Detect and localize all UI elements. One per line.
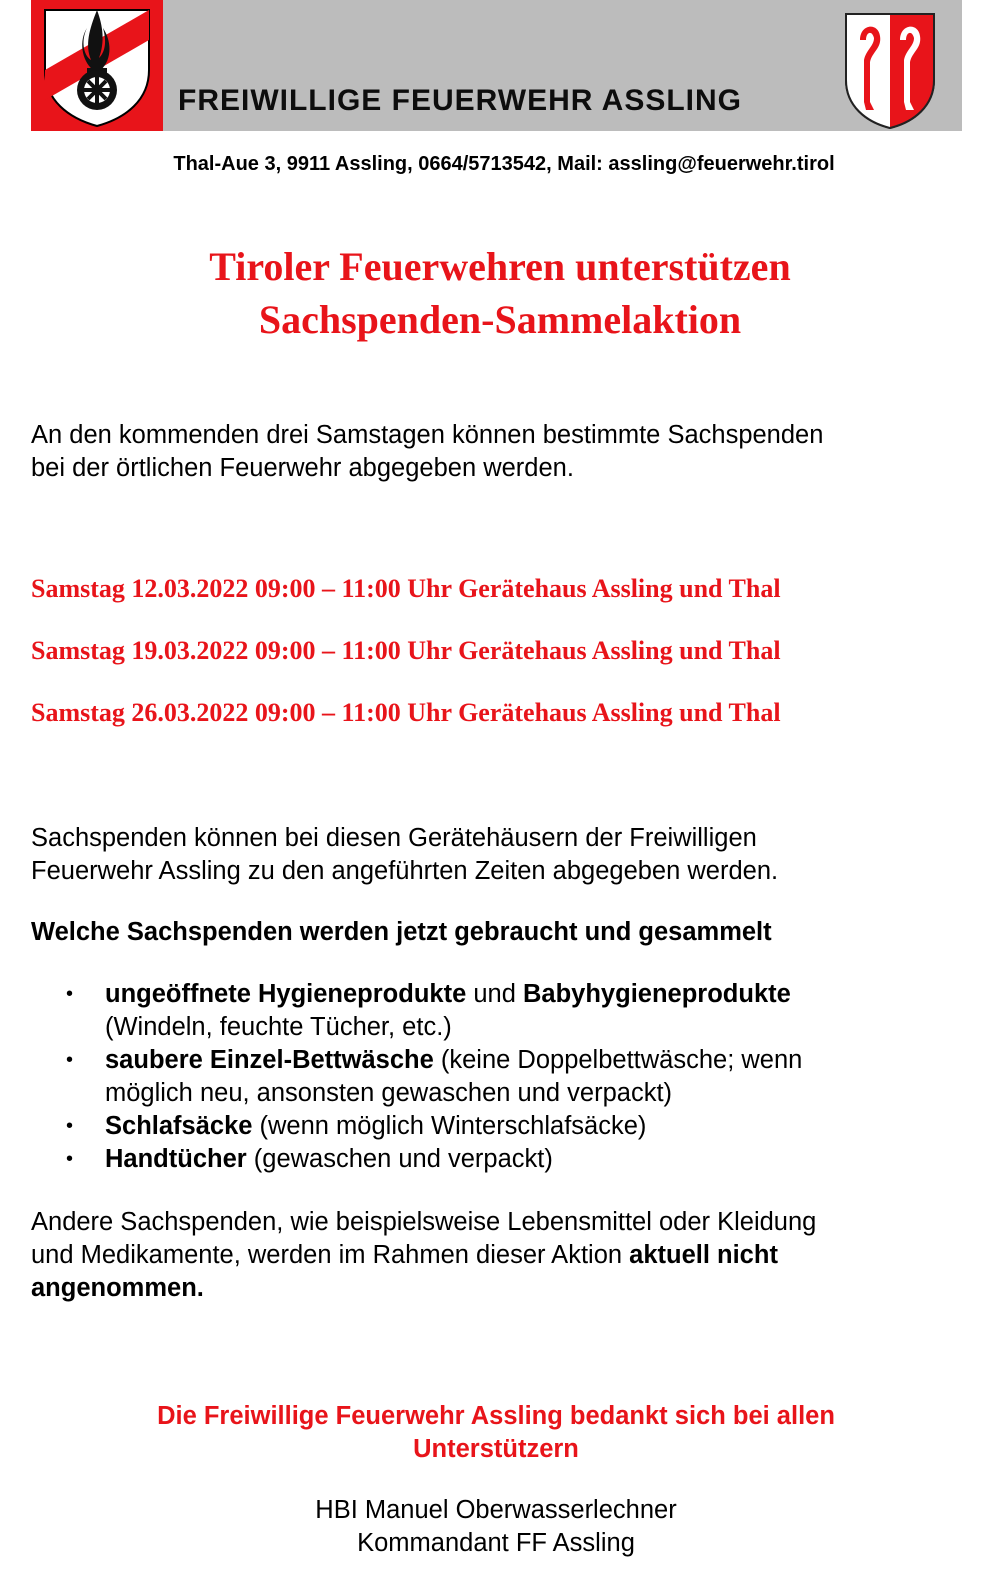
bullet-icon: • (66, 1049, 74, 1071)
item-note: (Windeln, feuchte Tücher, etc.) (105, 1013, 452, 1041)
list-heading: Welche Sachspenden werden jetzt gebraucht und gesammelt (31, 918, 772, 946)
outro-emphasis-2: angenommen. (31, 1274, 204, 1302)
item-text: und (466, 980, 523, 1008)
item-name: saubere Einzel-Bettwäsche (105, 1046, 434, 1074)
list-item (31, 978, 981, 1044)
intro-line-2: bei der örtlichen Feuerwehr abgegeben werden. (31, 454, 574, 482)
signature-name: HBI Manuel Oberwasserlechner (315, 1496, 677, 1524)
donation-items-list (31, 978, 981, 1176)
date-line-3: Samstag 26.03.2022 09:00 – 11:00 Uhr Gerätehaus Assling und Thal (31, 698, 781, 727)
item-name: Handtücher (105, 1145, 247, 1173)
item-text: (gewaschen und verpackt) (246, 1145, 553, 1173)
thanks-note (0, 1400, 992, 1466)
item-name: ungeöffnete Hygieneprodukte (105, 980, 467, 1008)
outro-emphasis: aktuell nicht (629, 1241, 778, 1269)
date-line-1: Samstag 12.03.2022 09:00 – 11:00 Uhr Gerätehaus Assling und Thal (31, 574, 781, 603)
assling-coat-of-arms-icon (842, 10, 938, 130)
info-paragraph (31, 822, 981, 888)
bullet-icon: • (66, 983, 74, 1005)
item-name: Schlafsäcke (105, 1112, 253, 1140)
signature-block (0, 1494, 992, 1560)
title-line-2: Sachspenden-Sammelaktion (258, 297, 742, 342)
thanks-line-1: Die Freiwillige Feuerwehr Assling bedankt sich bei allen (157, 1402, 835, 1430)
item-name-2: Babyhygieneprodukte (523, 980, 791, 1008)
intro-line-1: An den kommenden drei Samstagen können bestimmte Sachspenden (31, 421, 824, 449)
page-title (0, 240, 1000, 346)
item-text: (wenn möglich Winterschlafsäcke) (252, 1112, 647, 1140)
info-line-2: Feuerwehr Assling zu den angeführten Zeiten abgegeben werden. (31, 857, 779, 885)
outro-line-2: und Medikamente, werden im Rahmen dieser Aktion (31, 1241, 630, 1269)
signature-role: Kommandant FF Assling (357, 1529, 635, 1557)
intro-paragraph (31, 419, 981, 485)
item-text: (keine Doppelbettwäsche; wenn (433, 1046, 803, 1074)
fire-brigade-emblem-icon (31, 0, 163, 131)
title-line-1: Tiroler Feuerwehren unterstützen (209, 244, 791, 289)
list-item (31, 1143, 981, 1176)
contact-line: Thal-Aue 3, 9911 Assling, 0664/5713542, Mail: assling@feuerwehr.tirol (173, 153, 835, 175)
organization-name: FREIWILLIGE FEUERWEHR ASSLING (178, 84, 743, 117)
date-line-2: Samstag 19.03.2022 09:00 – 11:00 Uhr Gerätehaus Assling und Thal (31, 636, 781, 665)
item-note: möglich neu, ansonsten gewaschen und verpackt) (105, 1079, 673, 1107)
outro-paragraph (31, 1206, 981, 1305)
info-line-1: Sachspenden können bei diesen Gerätehäusern der Freiwilligen (31, 824, 757, 852)
bullet-icon: • (66, 1115, 74, 1137)
thanks-line-2: Unterstützern (413, 1435, 579, 1463)
bullet-icon: • (66, 1148, 74, 1170)
list-item (31, 1110, 981, 1143)
outro-line-1: Andere Sachspenden, wie beispielsweise Lebensmittel oder Kleidung (31, 1208, 817, 1236)
list-item (31, 1044, 981, 1110)
